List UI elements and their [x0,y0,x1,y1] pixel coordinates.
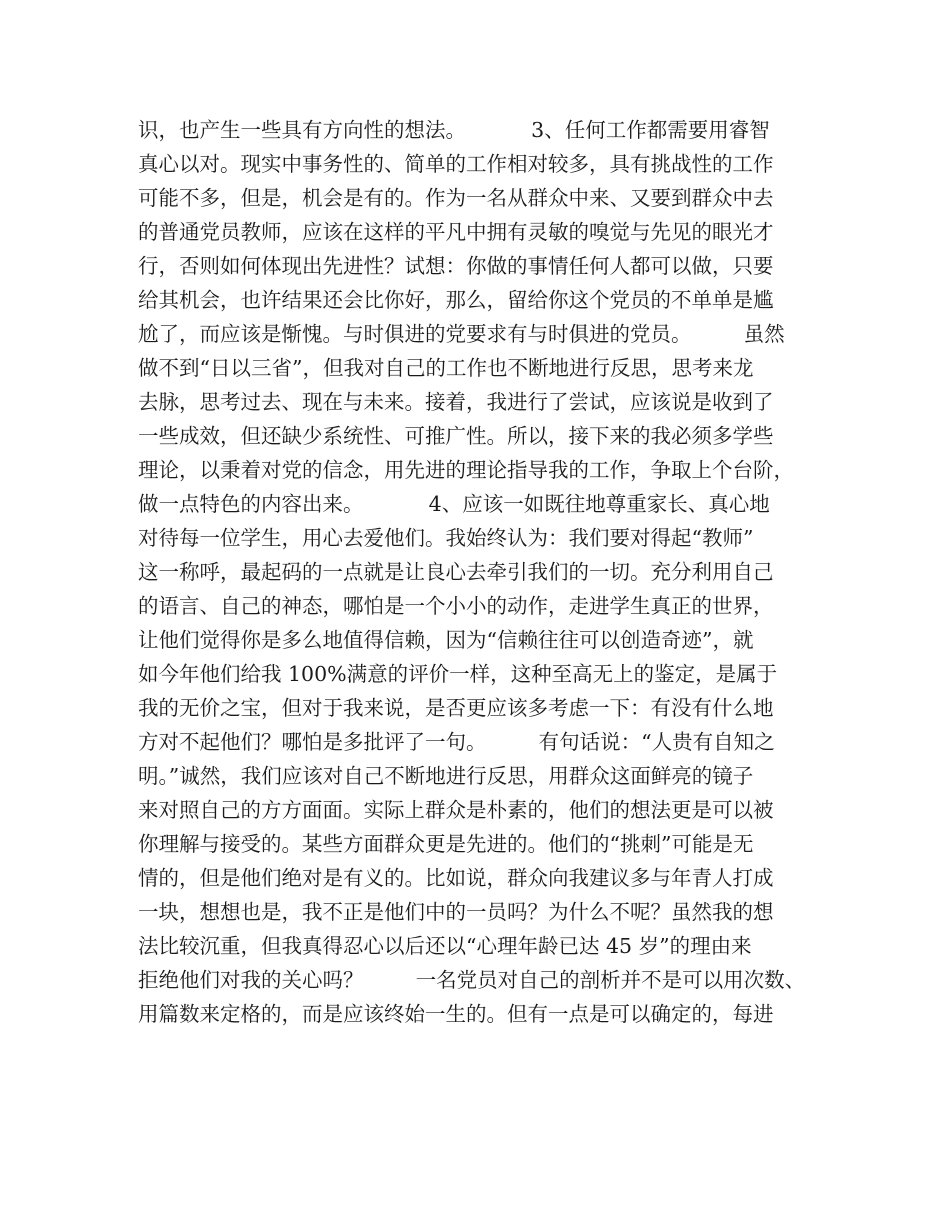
text-line: 我的无价之宝，但对于我来说，是否更应该多考虑一下：有没有什么地 [138,696,774,720]
text-line: 如今年他们给我 100%满意的评价一样，这种至高无上的鉴定，是属于 [138,662,778,686]
text-line: 这一称呼，最起码的一点就是让良心去牵引我们的一切。充分利用自己 [138,560,774,584]
text-line: 做一点特色的内容出来。 4、应该一如既往地尊重家长、真心地 [138,492,770,516]
text-line: 方对不起他们？哪怕是多批评了一句。 有句话说：“人贵有自知之 [138,730,775,754]
text-line: 可能不多，但是，机会是有的。作为一名从群众中来、又要到群众中去 [138,186,774,210]
text-line: 你理解与接受的。某些方面群众更是先进的。他们的“挑刺”可能是无 [138,832,754,856]
text-line: 的普通党员教师，应该在这样的平凡中拥有灵敏的嗅觉与先见的眼光才 [138,220,774,244]
text-line: 尬了，而应该是惭愧。与时俱进的党要求有与时俱进的党员。 虽然 [138,322,785,346]
text-line: 来对照自己的方方面面。实际上群众是朴素的，他们的想法更是可以被 [138,798,774,822]
text-line: 拒绝他们对我的关心吗？ 一名党员对自己的剖析并不是可以用次数、 [138,968,806,992]
text-line: 行，否则如何体现出先进性？试想：你做的事情任何人都可以做，只要 [138,254,774,278]
text-line: 真心以对。现实中事务性的、简单的工作相对较多，具有挑战性的工作 [138,152,774,176]
text-line: 明。”诚然，我们应该对自己不断地进行反思，用群众这面鲜亮的镜子 [138,764,754,788]
text-line: 识，也产生一些具有方向性的想法。 3、任何工作都需要用睿智 [138,118,770,142]
text-line: 让他们觉得你是多么地值得信赖，因为“信赖往往可以创造奇迹”，就 [138,628,754,652]
text-line: 情的，但是他们绝对是有义的。比如说，群众向我建议多与年青人打成 [138,866,774,890]
text-line: 给其机会，也许结果还会比你好，那么，留给你这个党员的不单单是尴 [138,288,774,312]
text-line: 对待每一位学生，用心去爱他们。我始终认为：我们要对得起“教师” [138,526,754,550]
text-line: 用篇数来定格的，而是应该终始一生的。但有一点是可以确定的，每进 [138,1002,774,1026]
text-line: 的语言、自己的神态，哪怕是一个小小的动作，走进学生真正的世界， [138,594,774,618]
text-line: 做不到“日以三省”，但我对自己的工作也不断地进行反思，思考来龙 [138,356,754,380]
text-line: 理论，以秉着对党的信念，用先进的理论指导我的工作，争取上个台阶， [138,458,794,482]
body-text [138,113,838,1031]
text-line: 一块，想想也是，我不正是他们中的一员吗？为什么不呢？虽然我的想 [138,900,774,924]
text-line: 去脉，思考过去、现在与未来。接着，我进行了尝试，应该说是收到了 [138,390,774,414]
text-line: 一些成效，但还缺少系统性、可推广性。所以，接下来的我必须多学些 [138,424,774,448]
text-line: 法比较沉重，但我真得忍心以后还以“心理年龄已达 45 岁”的理由来 [138,934,752,958]
